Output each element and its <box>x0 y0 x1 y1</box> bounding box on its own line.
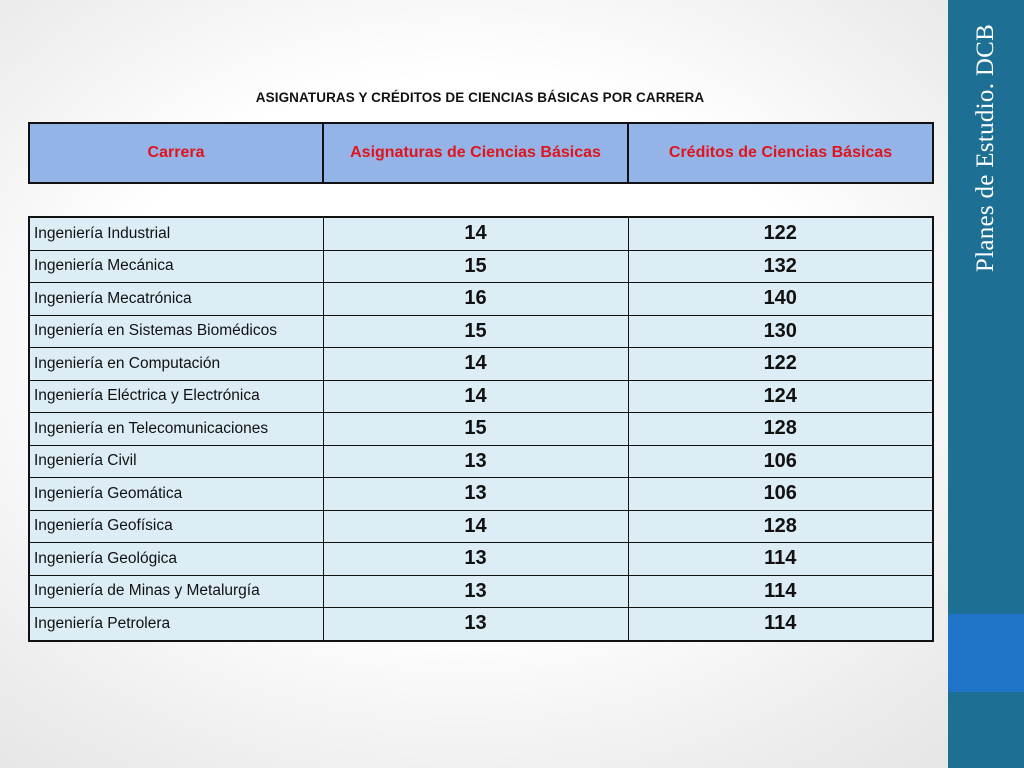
cell-asignaturas: 13 <box>323 575 628 608</box>
cell-asignaturas: 14 <box>323 380 628 413</box>
cell-creditos: 122 <box>628 217 933 250</box>
cell-creditos: 122 <box>628 348 933 381</box>
cell-carrera: Ingeniería Geológica <box>29 543 323 576</box>
table-row <box>29 283 933 316</box>
table-row <box>29 575 933 608</box>
table-row <box>29 413 933 446</box>
table-row <box>29 250 933 283</box>
header-row <box>29 123 933 183</box>
table-row <box>29 478 933 511</box>
cell-asignaturas: 15 <box>323 413 628 446</box>
cell-creditos: 106 <box>628 478 933 511</box>
cell-creditos: 128 <box>628 413 933 446</box>
cell-carrera: Ingeniería en Telecomunicaciones <box>29 413 323 446</box>
cell-asignaturas: 14 <box>323 217 628 250</box>
cell-carrera: Ingeniería Geomática <box>29 478 323 511</box>
cell-carrera: Ingeniería en Computación <box>29 348 323 381</box>
cell-asignaturas: 13 <box>323 543 628 576</box>
cell-asignaturas: 13 <box>323 608 628 641</box>
cell-carrera: Ingeniería Petrolera <box>29 608 323 641</box>
cell-asignaturas: 13 <box>323 478 628 511</box>
cell-asignaturas: 13 <box>323 445 628 478</box>
cell-carrera: Ingeniería Geofísica <box>29 510 323 543</box>
cell-creditos: 140 <box>628 283 933 316</box>
cell-asignaturas: 14 <box>323 348 628 381</box>
cell-carrera: Ingeniería Mecatrónica <box>29 283 323 316</box>
page-title: ASIGNATURAS Y CRÉDITOS DE CIENCIAS BÁSICAS POR CARRERA <box>255 90 705 105</box>
column-header-carrera: Carrera <box>29 123 323 183</box>
table-row <box>29 380 933 413</box>
cell-carrera: Ingeniería Eléctrica y Electrónica <box>29 380 323 413</box>
cell-creditos: 106 <box>628 445 933 478</box>
cell-creditos: 128 <box>628 510 933 543</box>
cell-creditos: 130 <box>628 315 933 348</box>
cell-asignaturas: 14 <box>323 510 628 543</box>
sidebar-accent-block <box>948 614 1024 692</box>
data-table <box>28 216 934 642</box>
cell-carrera: Ingeniería de Minas y Metalurgía <box>29 575 323 608</box>
cell-carrera: Ingeniería Mecánica <box>29 250 323 283</box>
cell-carrera: Ingeniería Industrial <box>29 217 323 250</box>
sidebar-title: Planes de Estudio. DCB <box>972 23 999 273</box>
table-header <box>28 122 934 184</box>
cell-creditos: 124 <box>628 380 933 413</box>
cell-creditos: 132 <box>628 250 933 283</box>
table-row <box>29 445 933 478</box>
table-row <box>29 543 933 576</box>
cell-creditos: 114 <box>628 608 933 641</box>
table-row <box>29 217 933 250</box>
cell-asignaturas: 15 <box>323 315 628 348</box>
cell-asignaturas: 16 <box>323 283 628 316</box>
cell-carrera: Ingeniería Civil <box>29 445 323 478</box>
table-row <box>29 608 933 641</box>
table-row <box>29 348 933 381</box>
cell-creditos: 114 <box>628 543 933 576</box>
cell-carrera: Ingeniería en Sistemas Biomédicos <box>29 315 323 348</box>
column-header-asignaturas: Asignaturas de Ciencias Básicas <box>323 123 628 183</box>
table-row <box>29 315 933 348</box>
cell-creditos: 114 <box>628 575 933 608</box>
table-body <box>29 217 933 641</box>
column-header-creditos: Créditos de Ciencias Básicas <box>628 123 933 183</box>
cell-asignaturas: 15 <box>323 250 628 283</box>
table-row <box>29 510 933 543</box>
